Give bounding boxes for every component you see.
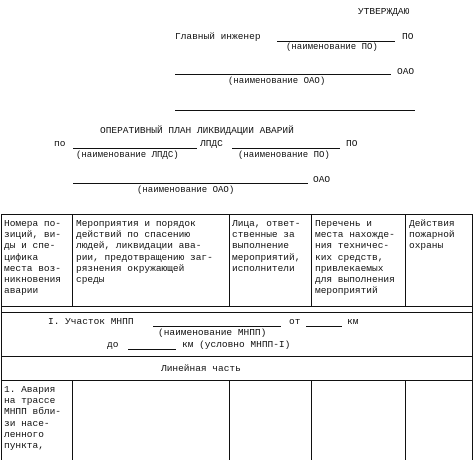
- body-col-sep-4: [405, 380, 406, 460]
- oao-suffix-1: ОАО: [397, 66, 415, 77]
- header-bottom-border: [1, 306, 472, 307]
- linear-part-label: Линейная часть: [161, 363, 241, 374]
- header-cell-equipment: Перечень и места нахожде- ния техничес- ких средств, привлекаемых для выполнения мероприятий: [315, 218, 395, 297]
- oao-caption-2: (наименование ОАО): [137, 185, 235, 195]
- section-to: до: [107, 339, 119, 350]
- po-name-line-2[interactable]: [232, 148, 340, 149]
- chief-engineer-label: Главный инженер: [175, 31, 261, 42]
- mnpp-caption: (наименование МНПП): [158, 327, 267, 338]
- po-caption-2: (наименование ПО): [238, 150, 330, 160]
- row-1-accident-description: 1. Авария на трассе МНПП вбли- зи насе- ленного пункта,: [4, 384, 62, 452]
- section-from: от: [289, 316, 301, 327]
- po-suffix-1: ПО: [402, 31, 414, 42]
- km-to-line[interactable]: [128, 349, 176, 350]
- table-left-border: [1, 214, 2, 460]
- header-cell-position: Номера по- зиций, ви- ды и спе- цифика места воз- никновения аварии: [4, 218, 62, 297]
- section-km-note: км (условно МНПП-I): [182, 339, 291, 350]
- plan-prefix-po: по: [54, 138, 66, 149]
- lpds-suffix: ЛПДС: [200, 138, 223, 149]
- header-cell-fire-service: Действия пожарной охраны: [409, 218, 455, 252]
- section-km: км: [347, 316, 359, 327]
- col-sep-2: [229, 214, 230, 306]
- oao-line-2[interactable]: [73, 183, 308, 184]
- accident-plan-table: [1, 214, 473, 460]
- km-from-line[interactable]: [306, 326, 342, 327]
- body-col-sep-1: [72, 380, 73, 460]
- header-double-border: [1, 312, 472, 313]
- body-col-sep-2: [229, 380, 230, 460]
- po-caption-1: (наименование ПО): [286, 42, 378, 52]
- signature-line[interactable]: [175, 110, 415, 111]
- lpds-name-line[interactable]: [73, 148, 197, 149]
- oao-line-1[interactable]: [175, 74, 391, 75]
- col-sep-1: [72, 214, 73, 306]
- section-label: I. Участок МНПП: [48, 316, 134, 327]
- body-col-sep-3: [311, 380, 312, 460]
- header-cell-measures: Мероприятия и порядок действий по спасению людей, ликвидации ава- рии, предотвращению заг- рязнения окружающей среды: [76, 218, 213, 286]
- col-sep-3: [311, 214, 312, 306]
- lpds-caption: (наименование ЛПДС): [76, 150, 179, 160]
- plan-title: ОПЕРАТИВНЫЙ ПЛАН ЛИКВИДАЦИИ АВАРИЙ: [100, 125, 294, 136]
- section-bottom-border: [1, 356, 472, 357]
- oao-suffix-2: ОАО: [313, 174, 331, 185]
- approve-heading: УТВЕРЖДАЮ: [358, 6, 410, 17]
- header-cell-responsible: Лица, ответ- ственные за выполнение мероприятий, исполнители: [232, 218, 301, 274]
- po-suffix-2: ПО: [346, 138, 358, 149]
- oao-caption-1: (наименование ОАО): [228, 76, 326, 86]
- col-sep-4: [405, 214, 406, 306]
- table-right-border: [472, 214, 473, 460]
